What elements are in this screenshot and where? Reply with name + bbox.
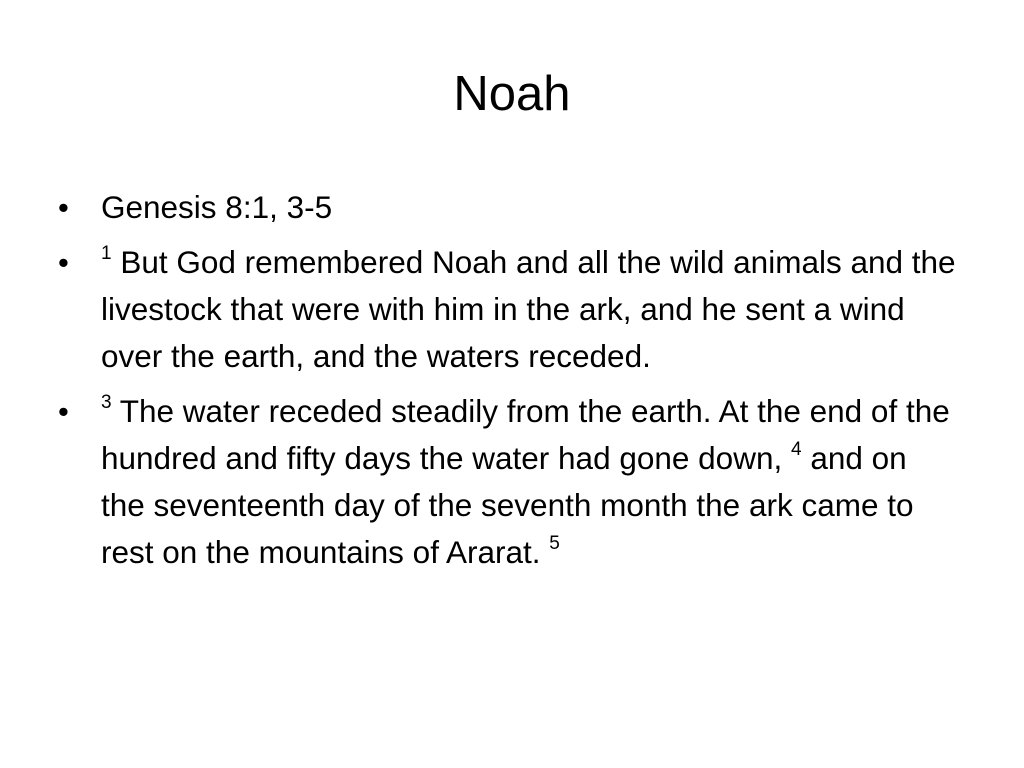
slide-title: Noah [453,67,571,121]
bullet-item [58,239,958,380]
bullet-list [58,184,958,584]
bullet-dot-icon: • [58,190,69,225]
bullet-text: Genesis 8:1, 3-5 [101,189,333,225]
bullet-text: and on the seventeenth day of the seventh month the ark came to rest on the mountains of Ararat. [101,440,914,570]
bullet-text: The water receded steadily from the earth. At the end of the hundred and fifty days the water had gone down, [101,393,950,476]
verse-number: 1 [101,243,112,264]
bullet-item [58,388,958,576]
verse-number: 3 [101,392,112,413]
verse-number: 4 [790,439,802,460]
bullet-item [58,184,958,231]
verse-number: 5 [549,533,560,554]
bullet-dot-icon: • [58,245,69,280]
bullet-dot-icon: • [58,394,69,429]
bullet-text: But God remembered Noah and all the wild animals and the livestock that were with him in the ark, and he sent a wind over the earth, and the waters receded. [101,244,956,374]
